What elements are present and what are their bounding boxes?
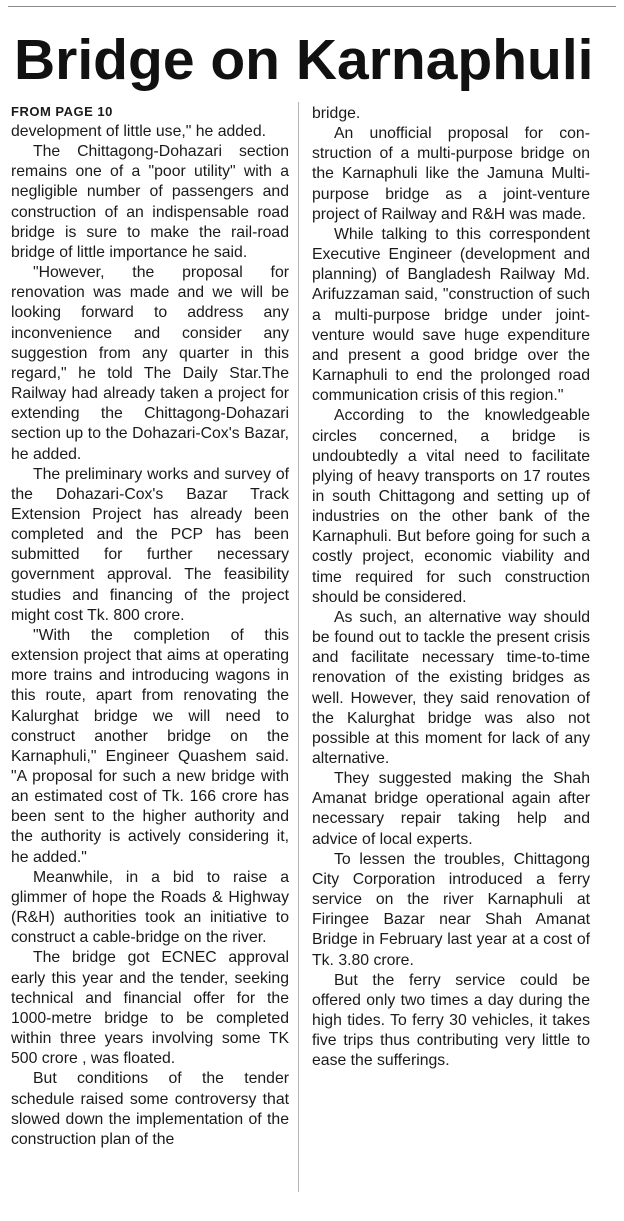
top-rule <box>8 6 616 7</box>
paragraph: According to the knowledgeable circles concerned, a bridge is undoubtedly a vital need to facilitate plying of heavy transports on 17 routes in south Chittagong and setting up of industries on the other bank of the Karnaphuli. But before going for such a costly project, economic viability and time required for such construction should be considered. <box>312 407 590 606</box>
column-divider <box>298 102 299 1192</box>
paragraph: The Chittagong-Dohazari section remains one of a "poor utility" with a negligible number of passengers and construction of an indispensable road bridge is sure to make the rail-road bridge of little importance he said. <box>11 143 289 261</box>
paragraph: The preliminary works and survey of the Dohazari-Cox's Bazar Track Extension Project has already been completed and the PCP has been submitted for further necessary government approval. The feasibility studies and financing of the project might cost Tk. 800 crore. <box>11 465 289 624</box>
paragraph: Meanwhile, in a bid to raise a glimmer of hope the Roads & Highway (R&H) authorities took an initiative to construct a cable-bridge on the river. <box>11 868 289 947</box>
headline: Bridge on Karnaphuli <box>14 28 594 92</box>
paragraph: But the ferry service could be offered only two times a day during the high tides. To ferry 30 vehicles, it takes five trips thus contributing very little to ease the sufferings. <box>312 971 590 1070</box>
paragraph: They suggested making the Shah Amanat bridge operational again after necessary repair taking help and advice of local experts. <box>312 770 590 848</box>
paragraph: "However, the proposal for renovation was made and we will be looking forward to address any inconvenience and consider any suggestion from any quarter in this regard," he told The Daily Star.The Railway had already taken a project for extending the Chittagong-Dohazari section up to the Dohazari-Cox's Bazar, he added. <box>11 264 289 463</box>
paragraph: The bridge got ECNEC approval early this year and the tender, seeking technical and financial offer for the 1000-metre bridge to be completed within three years involving some TK 500 crore , was floated. <box>11 949 289 1068</box>
paragraph: While talking to this correspondent Executive Engineer (development and planning) of Bangladesh Railway Md. Arifuzzaman said, "construction of such a multi-purpose bridge under joint-venture would save huge expenditure and present a good bridge over the Karnaphuli to end the prolonged road communication crisis of this region." <box>312 225 590 405</box>
right-column <box>312 104 590 1072</box>
paragraph: "With the completion of this extension project that aims at operating more trains and introducing wagons in this route, apart from renovating the Kalurghat bridge we will need to construct another bridge on the Karnaphuli," Engineer Quashem said. "A proposal for such a new bridge with an estimated cost of Tk. 166 crore has been sent to the higher authority and the authority is actively considering it, he added." <box>11 626 289 866</box>
left-column <box>11 102 289 1150</box>
paragraph: But conditions of the tender schedule raised some controversy that slowed down the implementation of the construction plan of the <box>11 1070 289 1148</box>
paragraph: As such, an alternative way should be found out to tackle the present crisis and facilitate necessary time-to-time renovation of the existing bridges as well. However, they said renovation of the Kalurghat bridge was also not possible at this moment for lack of any alternative. <box>312 608 590 767</box>
paragraph: development of little use," he added. <box>11 123 267 140</box>
jump-line: FROM PAGE 10 <box>11 104 113 119</box>
paragraph: To lessen the troubles, Chittagong City Corporation introduced a ferry service on the river Karnaphuli at Firingee Bazar near Shah Amanat Bridge in February last year at a cost of Tk. 3.80 crore. <box>312 850 590 969</box>
paragraph: bridge. <box>312 105 361 122</box>
paragraph: An unofficial proposal for construction of a multi-purpose bridge on the Karnaphuli like the Jamuna Multi-purpose bridge as a joint-venture project of Railway and R&H was made. <box>312 125 590 223</box>
